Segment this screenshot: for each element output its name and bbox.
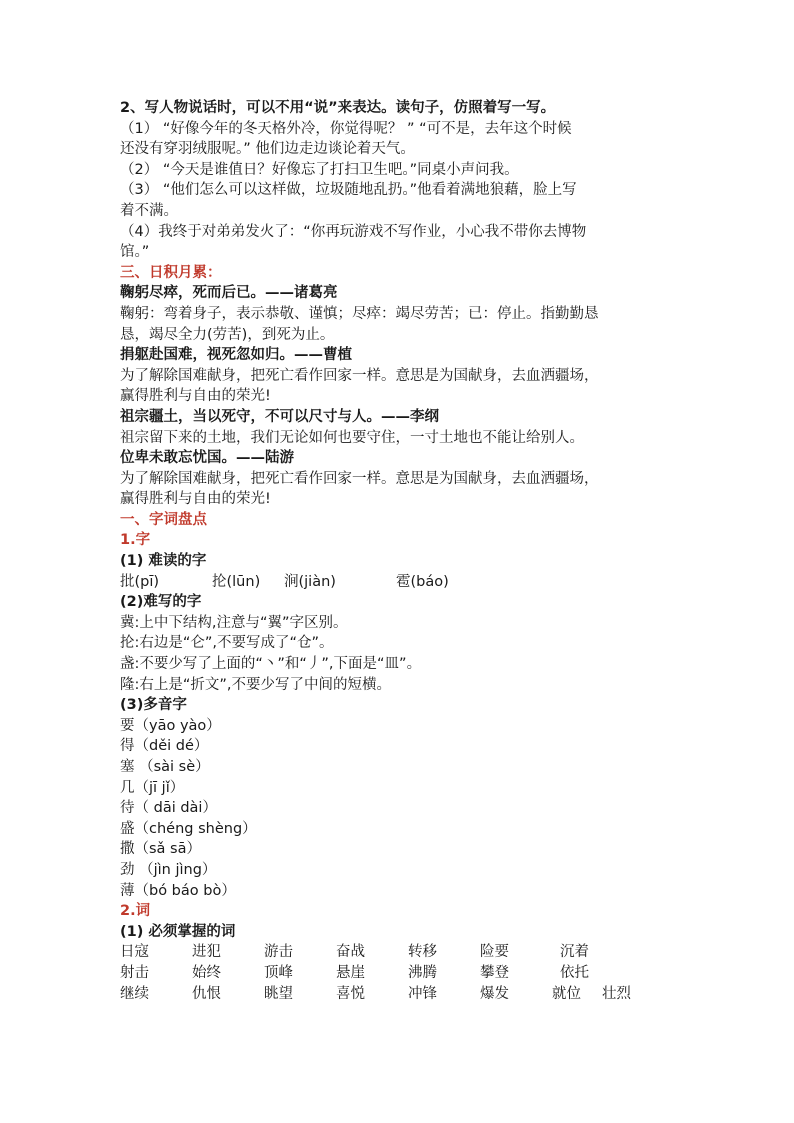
polyphone-item: 塞 （sài sè） [120,759,210,775]
quote-explanation: 祖宗留下来的土地，我们无论如何也要守住，一寸土地也不能让给别人。 [120,429,584,446]
hard-write-title: (2)难写的字 [120,594,202,611]
word: 沉着 [560,944,589,961]
quote-explanation: 恳，竭尽全力(劳苦)，到死为止。 [120,326,335,343]
pinyin-item: 批(pī) [120,573,160,590]
word: 冲锋 [408,985,437,1002]
document-page [120,98,680,1004]
polyphone-item: 薄（bó báo bò） [120,882,236,899]
text-line: 馆。” [120,244,150,261]
pinyin-item: 雹(báo) [396,573,449,590]
word: 仇恨 [192,985,221,1002]
quote-explanation: 鞠躬：弯着身子，表示恭敬、谨慎；尽瘁：竭尽劳苦；已：停止。指勤勤恳 [120,305,599,322]
word: 壮烈 [602,985,631,1002]
polyphone-item: 撒（sǎ sā） [120,841,201,858]
word: 沸腾 [408,964,437,981]
hard-read-row [120,572,680,593]
hard-write-item: 抡:右边是“仑”,不要写成了“仓”。 [120,635,334,652]
word: 进犯 [192,944,221,961]
polyphone-item: 劲 （jìn jìng） [120,861,217,878]
hard-write-item: 盏:不要少写了上面的“丶”和“丿”,下面是“皿”。 [120,656,422,673]
word: 就位 [552,985,581,1002]
quote-heading: 祖宗疆土，当以死守，不可以尺寸与人。——李纲 [120,408,439,425]
word: 奋战 [336,944,365,961]
must-know-title: (1) 必须掌握的词 [120,923,236,940]
word-row [120,963,680,984]
polyphone-item: 盛（chéng shèng） [120,820,257,837]
quote-explanation: 为了解除国难献身，把死亡看作回家一样。意思是为国献身，去血洒疆场， [120,367,599,384]
section2-title: 2、写人物说话时，可以不用“说”来表达。读句子，仿照着写一写。 [120,100,556,116]
word-row [120,984,680,1005]
quote-explanation: 赢得胜利与自由的荣光! [120,491,271,508]
section1-title: 一、字词盘点 [120,511,207,528]
text-line: （4）我终于对弟弟发火了：“你再玩游戏不写作业，小心我不带你去博物 [120,223,587,240]
quote-heading: 鞠躬尽瘁，死而后已。——诸葛亮 [120,285,338,302]
word: 顶峰 [264,964,293,981]
quote-heading: 位卑未敢忘忧国。——陆游 [120,450,294,467]
subsection-chars: 1.字 [120,532,151,549]
section3-title: 三、日积月累： [120,264,222,281]
hard-write-item: 隆:右上是“折文”,不要少写了中间的短横。 [120,676,392,693]
word: 爆发 [480,985,509,1002]
word: 继续 [120,985,149,1002]
pinyin-item: 涧(jiàn) [284,573,336,590]
word: 日寇 [120,944,149,961]
polyphone-item: 得（děi dé） [120,738,209,755]
word: 悬崖 [336,964,365,981]
text-line: 还没有穿羽绒服呢。” 他们边走边谈论着天气。 [120,141,415,158]
word: 险要 [480,944,509,961]
word: 喜悦 [336,985,365,1002]
quote-explanation: 为了解除国难献身，把死亡看作回家一样。意思是为国献身，去血洒疆场， [120,470,599,487]
polyphone-item: 要（yāo yào） [120,717,221,734]
word: 转移 [408,944,437,961]
word: 射击 [120,964,149,981]
text-line: （2） “今天是谁值日？好像忘了打扫卫生吧。”同桌小声问我。 [120,161,519,178]
hard-read-title: (1) 难读的字 [120,553,207,570]
pinyin-item: 抡(lūn) [212,573,261,590]
word: 游击 [264,944,293,961]
hard-write-item: 冀:上中下结构,注意与“翼”字区别。 [120,614,348,631]
word: 始终 [192,964,221,981]
text-line: （3） “他们怎么可以这样做，垃圾随地乱扔。”他看着满地狼藉，脸上写 [120,182,577,199]
word: 攀登 [480,964,509,981]
word-row [120,942,680,963]
subsection-words: 2.词 [120,903,151,920]
word: 眺望 [264,985,293,1002]
polyphone-title: (3)多音字 [120,697,187,714]
quote-explanation: 赢得胜利与自由的荣光! [120,388,271,405]
text-line: （1） “好像今年的冬天格外冷，你觉得呢？ ” “可不是，去年这个时候 [120,120,572,137]
quote-heading: 捐躯赴国难，视死忽如归。——曹植 [120,347,352,364]
word: 依托 [560,964,589,981]
polyphone-item: 几（jī jǐ） [120,779,185,796]
polyphone-item: 待（ dāi dài） [120,800,217,817]
text-line: 着不满。 [120,202,178,219]
